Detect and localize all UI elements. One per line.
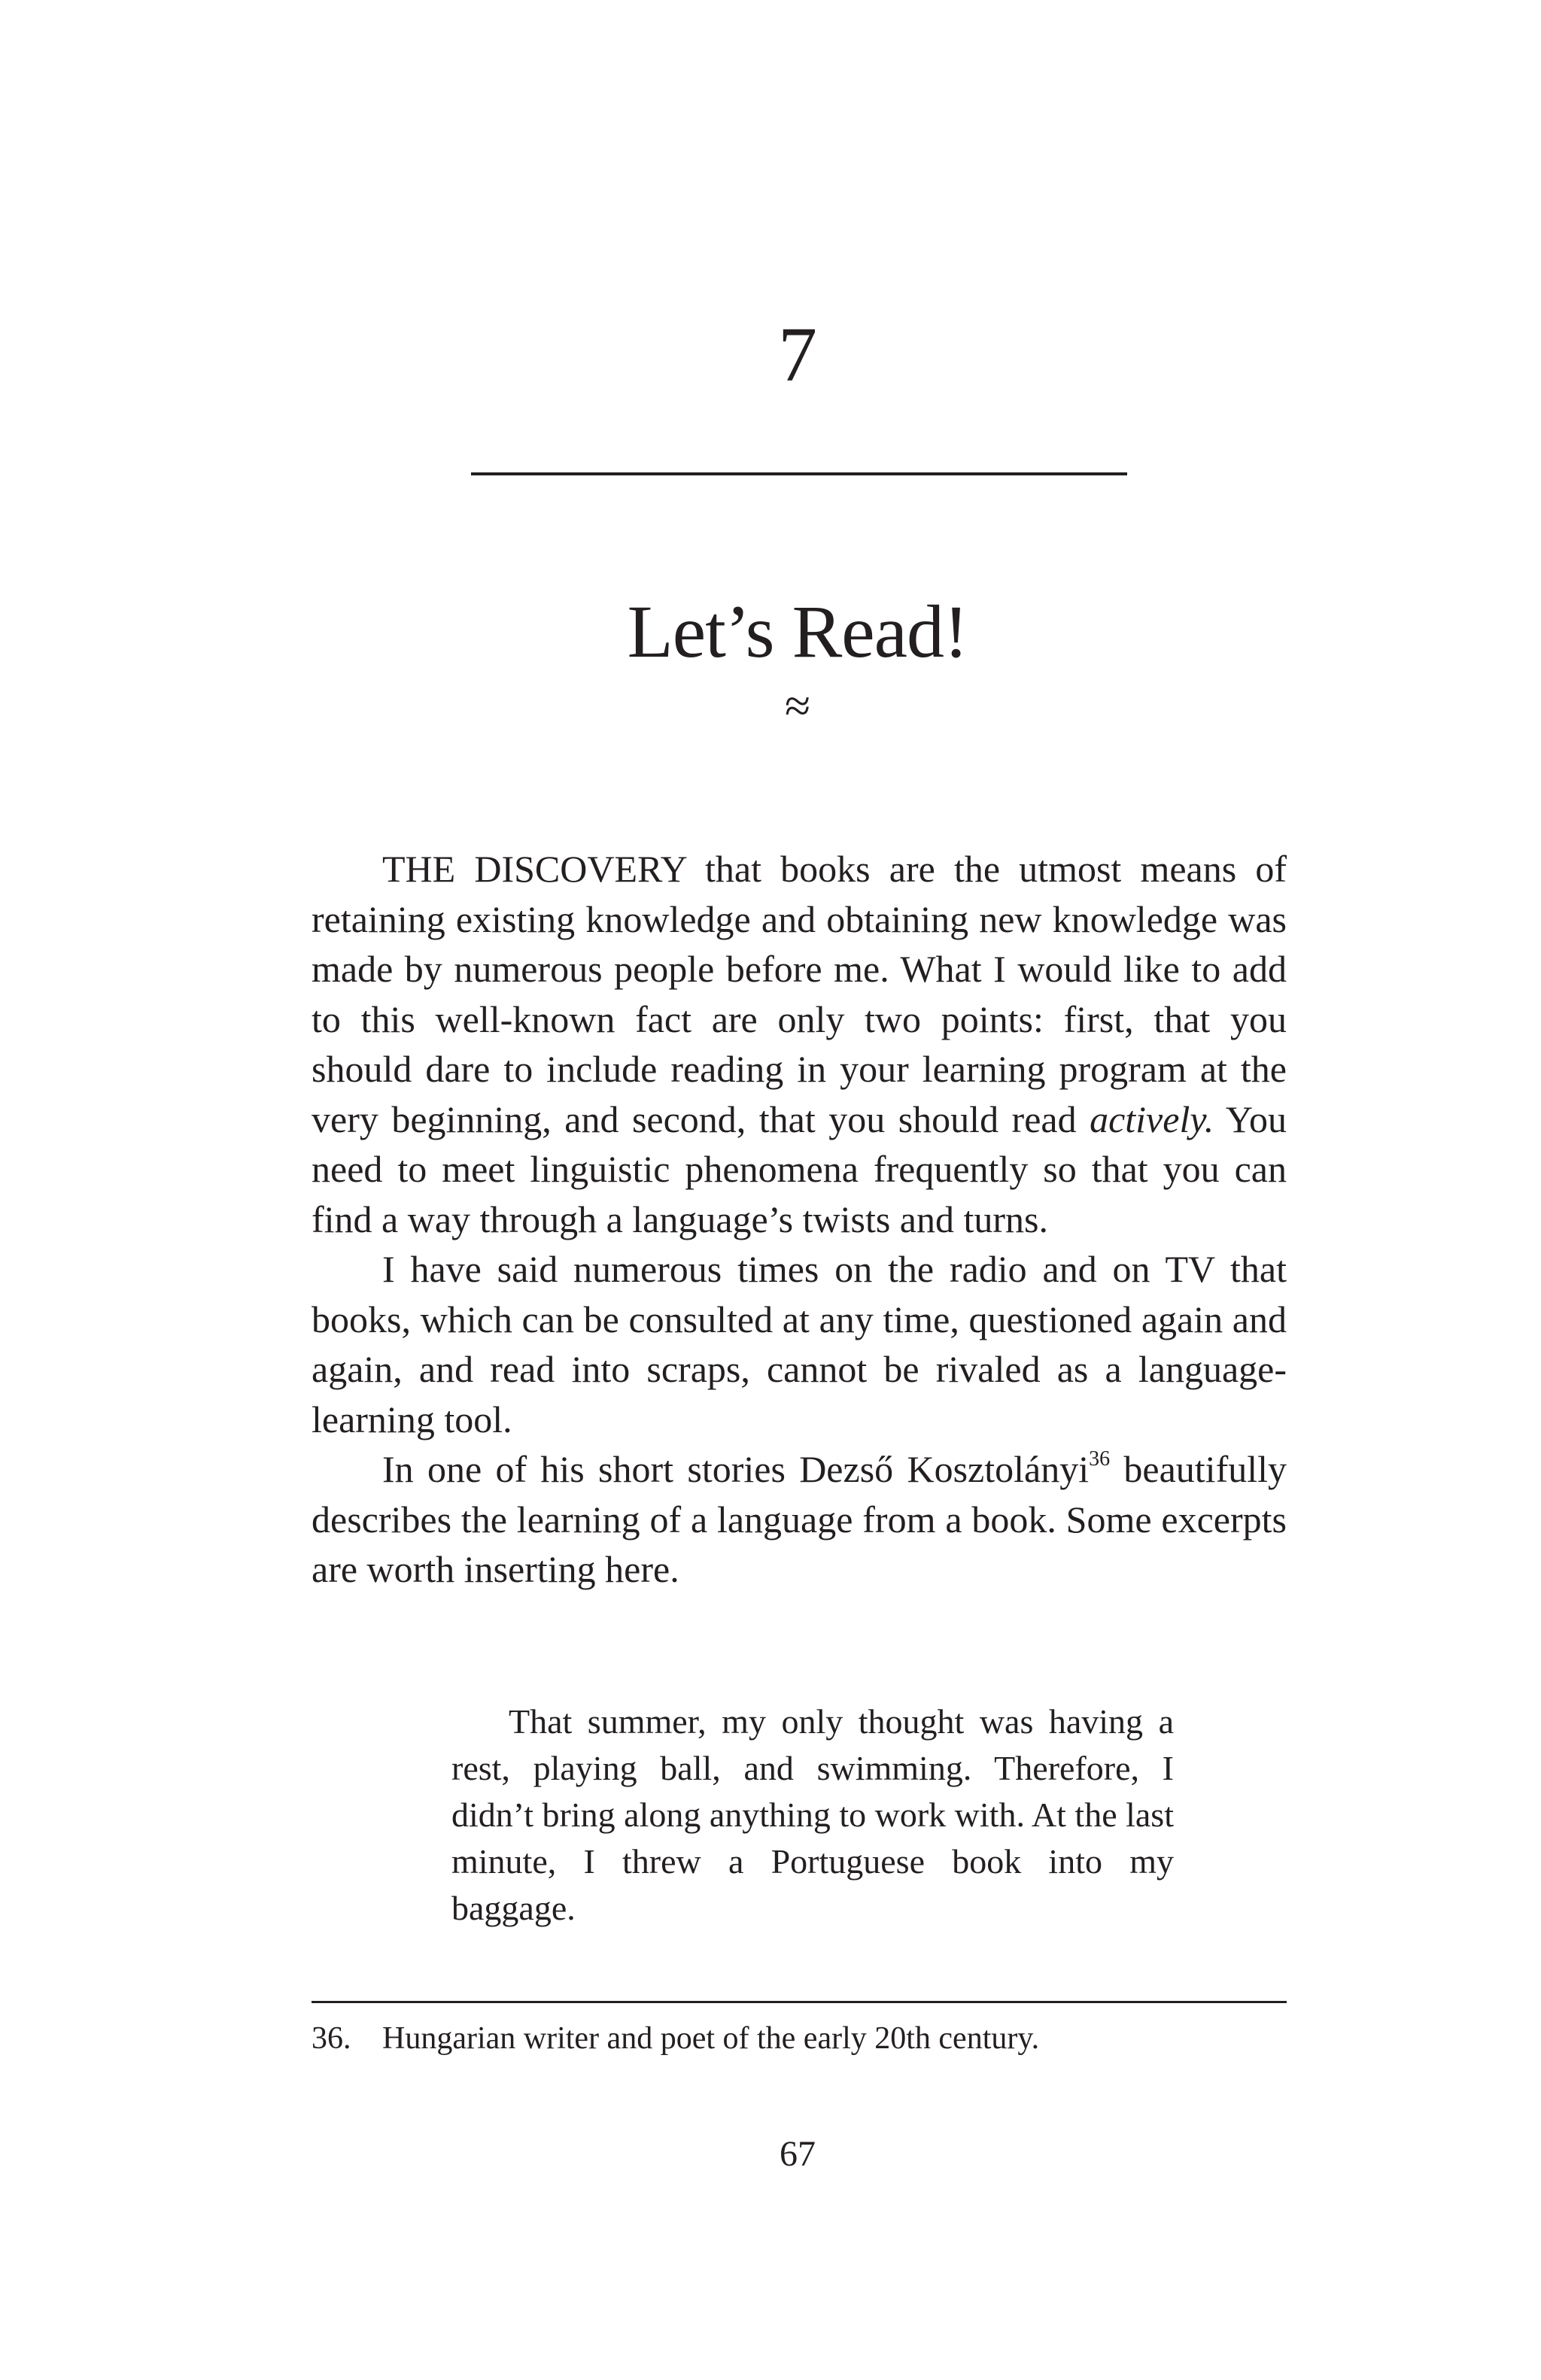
body-text [312, 844, 1287, 1595]
footnote-divider [312, 2001, 1287, 2003]
quote-text: That summer, my only thought was having a rest, playing ball, and swimming. Therefore, I didn’t bring along anything to work with. At the last minute, I threw a Portuguese book into my baggage. [451, 1702, 1174, 1927]
paragraph [312, 1444, 1287, 1595]
footnote-text: Hungarian writer and poet of the early 20th century. [382, 2021, 1040, 2056]
paragraph [312, 844, 1287, 1244]
paragraph-text: You need to meet linguistic phenomena frequently so that you can find a way through a language’s twists and turns. [312, 1097, 1287, 1240]
paragraph-text: beautifully describes the learning of a language from a book. Some excerpts are worth inserting here. [312, 1448, 1287, 1590]
paragraph-text: that books are the utmost means of retaining existing knowledge and obtaining new knowledge was made by numerous people before me. What I would like to add to this well-known fact are only two points: first, that you should dare to include reading in your learning program at the very beginning, and second, that you should read [312, 848, 1287, 1140]
chapter-title: Let’s Read! [627, 590, 968, 673]
emphasis-text: actively. [1090, 1097, 1214, 1140]
footnote [312, 2016, 1287, 2061]
footnote-number: 36. [312, 2021, 351, 2056]
chapter-number: 7 [778, 311, 817, 398]
footnote-reference: 36 [1089, 1447, 1111, 1471]
chapter-divider [471, 472, 1127, 475]
paragraph-text: In one of his short stories Dezső Kosztolányi [382, 1448, 1090, 1490]
page-number: 67 [780, 2134, 816, 2174]
block-quote [451, 1698, 1174, 1932]
paragraph: I have said numerous times on the radio and on TV that books, which can be consulted at any time, questioned again and again, and read into scraps, cannot be rivaled as a language-learning tool. [312, 1248, 1287, 1440]
paragraph-lead: THE DISCOVERY [382, 848, 686, 890]
ornament-icon: ≈ [784, 681, 811, 732]
